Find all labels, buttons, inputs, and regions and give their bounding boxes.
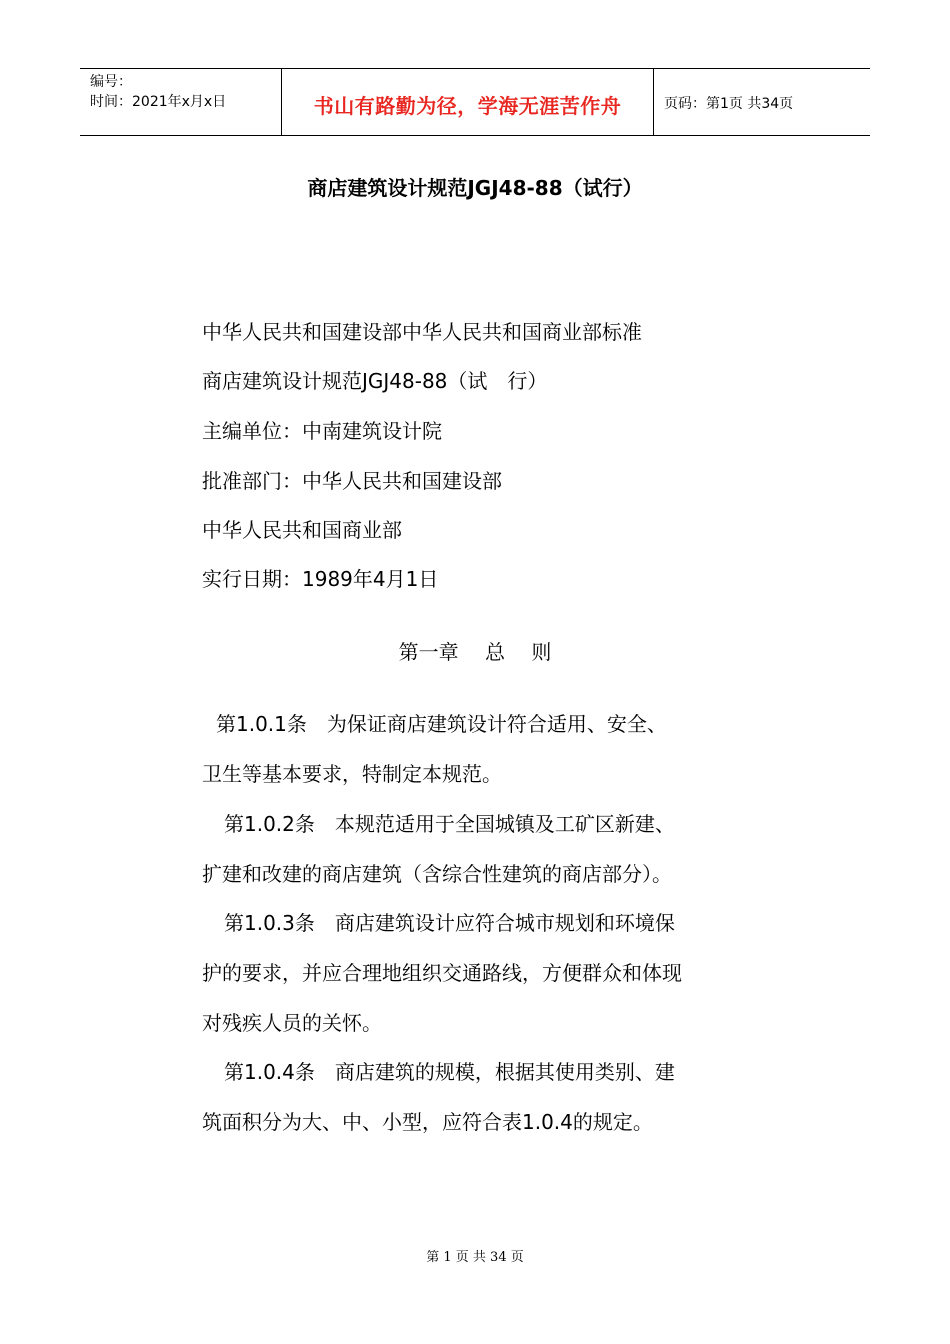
page-header xyxy=(80,68,870,136)
article-1-0-3-line-3: 对残疾人员的关怀。 xyxy=(202,1011,382,1035)
article-1-0-3-line-1: 第1.0.3条 商店建筑设计应符合城市规划和环境保 xyxy=(224,911,675,935)
chapter-title: 第一章 总 则 xyxy=(398,640,552,664)
article-1-0-4-line-2: 筑面积分为大、中、小型，应符合表1.0.4的规定。 xyxy=(202,1110,653,1134)
header-motto-cell xyxy=(281,69,654,135)
meta-line-editor: 主编单位：中南建筑设计院 xyxy=(202,419,442,443)
article-1-0-2-line-2: 扩建和改建的商店建筑（含综合性建筑的商店部分）。 xyxy=(202,862,672,886)
header-motto: 书山有路勤为径，学海无涯苦作舟 xyxy=(313,93,622,118)
article-1-0-4-line-1: 第1.0.4条 商店建筑的规模，根据其使用类别、建 xyxy=(224,1060,675,1084)
page-footer: 第 1 页 共 34 页 xyxy=(426,1250,524,1265)
meta-line-approver: 批准部门：中华人民共和国建设部 xyxy=(202,469,502,493)
article-1-0-1-line-2: 卫生等基本要求，特制定本规范。 xyxy=(202,762,502,786)
meta-line-code: 商店建筑设计规范JGJ48-88（试 行） xyxy=(202,369,548,393)
number-label: 编号： xyxy=(90,74,132,90)
meta-line-approver-2: 中华人民共和国商业部 xyxy=(202,518,402,542)
article-1-0-1-line-1: 第1.0.1条 为保证商店建筑设计符合适用、安全、 xyxy=(216,712,667,736)
header-page-cell xyxy=(654,69,870,135)
meta-line-standard: 中华人民共和国建设部中华人民共和国商业部标准 xyxy=(202,320,642,344)
meta-line-date: 实行日期：1989年4月1日 xyxy=(202,567,439,591)
header-page-info: 页码：第1页 共34页 xyxy=(664,96,794,112)
header-left-cell xyxy=(80,69,281,135)
article-1-0-2-line-1: 第1.0.2条 本规范适用于全国城镇及工矿区新建、 xyxy=(224,812,675,836)
document-title: 商店建筑设计规范JGJ48-88（试行） xyxy=(307,176,643,200)
time-label: 时间：2021年x月x日 xyxy=(90,94,227,110)
article-1-0-3-line-2: 护的要求，并应合理地组织交通路线，方便群众和体现 xyxy=(202,961,682,985)
